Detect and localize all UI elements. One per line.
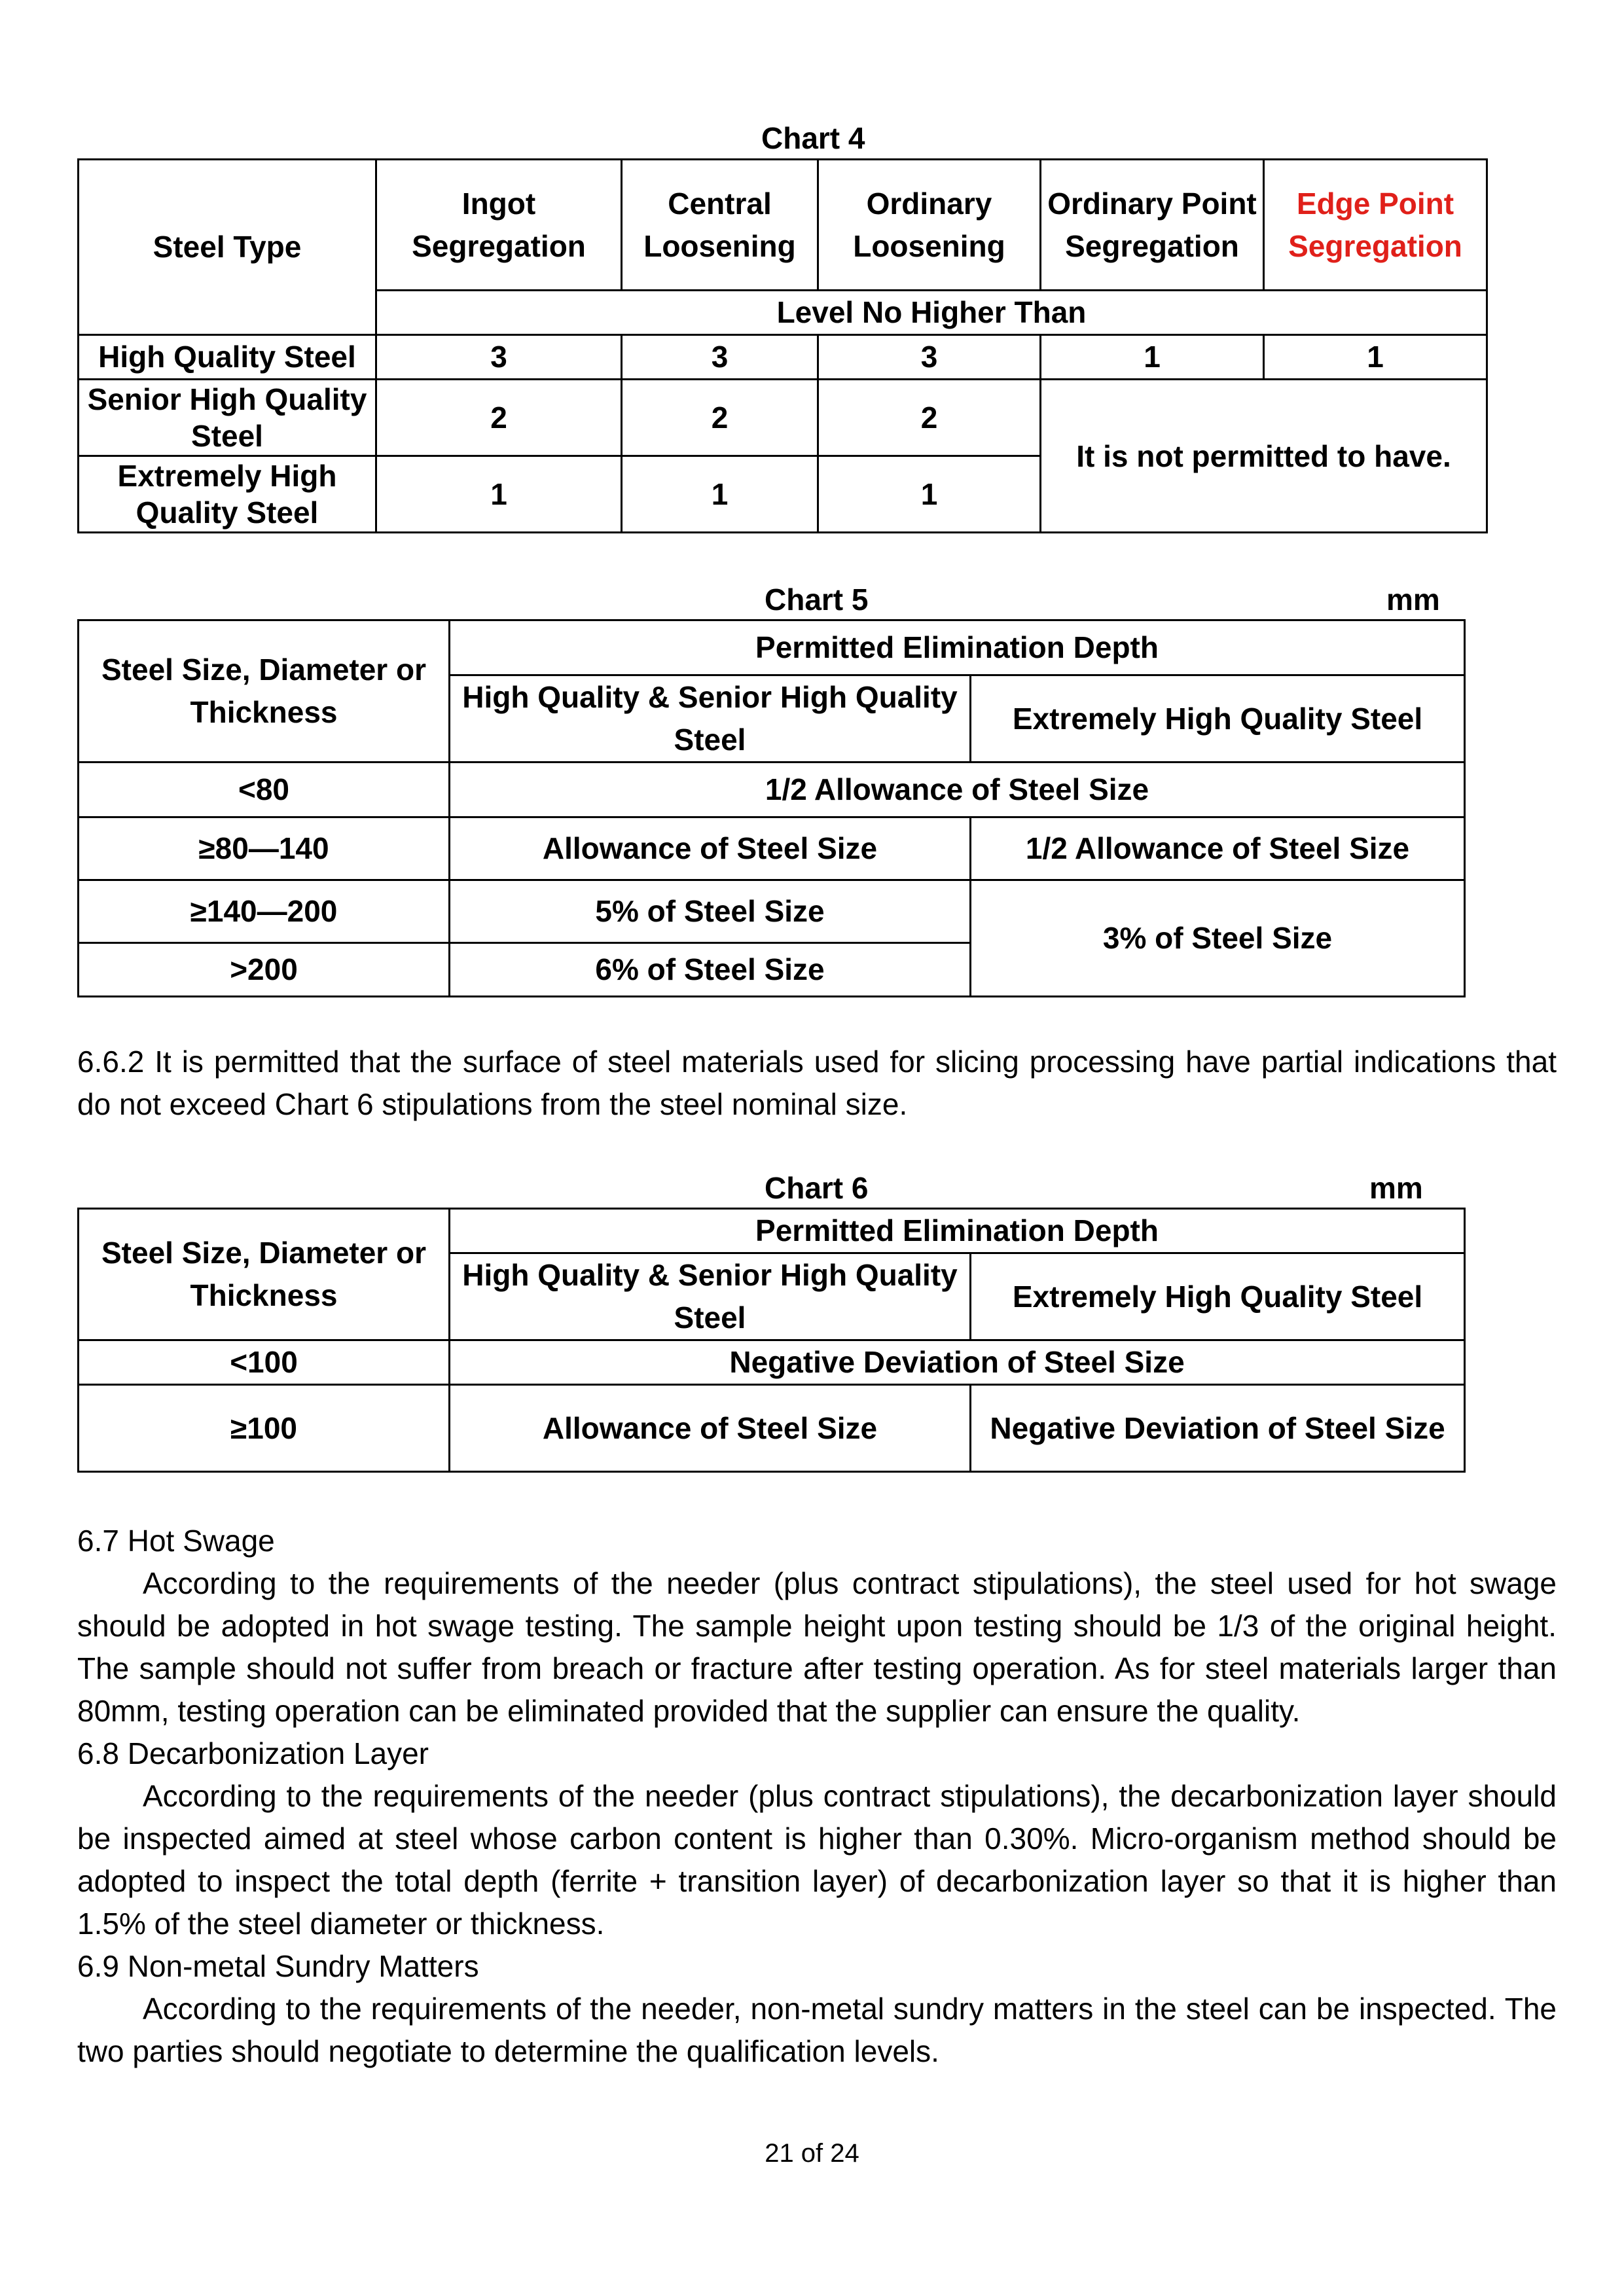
cell: Negative Deviation of Steel Size [971, 1385, 1465, 1472]
table-row [79, 1385, 1465, 1472]
chart4-title: Chart 4 [761, 121, 865, 155]
cell: 5% of Steel Size [450, 880, 971, 943]
chart4-steel-type-header: Steel Type [79, 160, 376, 335]
chart4-table [77, 158, 1488, 533]
table-row [79, 762, 1465, 817]
chart5-table [77, 619, 1466, 997]
chart5-col-b: Extremely High Quality Steel [971, 675, 1465, 762]
chart6-col-b: Extremely High Quality Steel [971, 1253, 1465, 1340]
chart5-depth-header: Permitted Elimination Depth [450, 620, 1465, 675]
chart4-col-ordinary: Ordinary Loosening [818, 160, 1041, 291]
section-heading: 6.9 Non-metal Sundry Matters [77, 1949, 479, 1983]
table-row [79, 380, 1487, 456]
chart6-col-a: High Quality & Senior High Quality Steel [450, 1253, 971, 1340]
cell: 1 [1264, 335, 1487, 380]
chart4-col-ingot: Ingot Segregation [376, 160, 622, 291]
cell: 1/2 Allowance of Steel Size [971, 817, 1465, 880]
chart6-table [77, 1208, 1466, 1473]
row-label: ≥80—140 [79, 817, 450, 880]
chart4-col-edge: Edge Point Segregation [1264, 160, 1487, 291]
cell: 3 [622, 335, 818, 380]
chart4-col-central: Central Loosening [622, 160, 818, 291]
section-body: According to the requirements of the needer (plus contract stipulations), the decarbonization layer should be inspected aimed at steel whose carbon content is higher than 0.30%. Micro-organism method should be adopted to inspect the total depth (ferrite + transition layer) of decarbonization layer so that it is higher than 1.5% of the steel diameter or thickness. [77, 1779, 1557, 1941]
cell: 3 [818, 335, 1041, 380]
table-row [79, 335, 1487, 380]
cell: Allowance of Steel Size [450, 817, 971, 880]
section-heading: 6.7 Hot Swage [77, 1524, 275, 1558]
chart6-size-header: Steel Size, Diameter or Thickness [79, 1209, 450, 1340]
cell: 1/2 Allowance of Steel Size [450, 762, 1465, 817]
section-heading: 6.8 Decarbonization Layer [77, 1736, 429, 1770]
table-row [79, 1340, 1465, 1385]
cell: 2 [622, 380, 818, 456]
row-label: <100 [79, 1340, 450, 1385]
table-row [79, 880, 1465, 943]
row-label: >200 [79, 943, 450, 997]
cell: 3% of Steel Size [971, 880, 1465, 997]
cell: Negative Deviation of Steel Size [450, 1340, 1465, 1385]
paragraph-text: 6.6.2 It is permitted that the surface of steel materials used for slicing processing have partial indications that do not exceed Chart 6 stipulations from the steel nominal size. [77, 1045, 1557, 1121]
paragraph-6-6-2 [77, 1041, 1557, 1126]
cell: 1 [818, 456, 1041, 533]
row-label: Senior High Quality Steel [79, 380, 376, 456]
cell: 2 [376, 380, 622, 456]
page-number: 21 of 24 [765, 2139, 859, 2168]
cell: 6% of Steel Size [450, 943, 971, 997]
chart4-not-permitted: It is not permitted to have. [1041, 380, 1487, 533]
table-row [79, 817, 1465, 880]
cell: 1 [376, 456, 622, 533]
cell: Allowance of Steel Size [450, 1385, 971, 1472]
sections-block [77, 1520, 1557, 2073]
section-body: According to the requirements of the needer (plus contract stipulations), the steel used for hot swage should be adopted in hot swage testing. The sample height upon testing should be 1/3 of the original height. The sample should not suffer from breach or fracture after testing operation. As for steel materials larger than 80mm, testing operation can be eliminated provided that the supplier can ensure the quality. [77, 1566, 1557, 1728]
chart6-title: Chart 6 [765, 1171, 869, 1205]
chart4-subheader: Level No Higher Than [376, 291, 1487, 335]
chart5-size-header: Steel Size, Diameter or Thickness [79, 620, 450, 762]
chart5-title: Chart 5 [765, 583, 869, 617]
cell: 3 [376, 335, 622, 380]
row-label: High Quality Steel [79, 335, 376, 380]
cell: 2 [818, 380, 1041, 456]
cell: 1 [1041, 335, 1264, 380]
chart5-col-a: High Quality & Senior High Quality Steel [450, 675, 971, 762]
row-label: ≥100 [79, 1385, 450, 1472]
row-label: ≥140—200 [79, 880, 450, 943]
cell: 1 [622, 456, 818, 533]
chart5-unit: mm [1386, 583, 1440, 617]
row-label: Extremely High Quality Steel [79, 456, 376, 533]
row-label: <80 [79, 762, 450, 817]
chart6-depth-header: Permitted Elimination Depth [450, 1209, 1465, 1253]
section-body: According to the requirements of the needer, non-metal sundry matters in the steel can be inspected. The two parties should negotiate to determine the qualification levels. [77, 1992, 1557, 2068]
chart4-col-point: Ordinary Point Segregation [1041, 160, 1264, 291]
chart6-unit: mm [1369, 1171, 1423, 1205]
